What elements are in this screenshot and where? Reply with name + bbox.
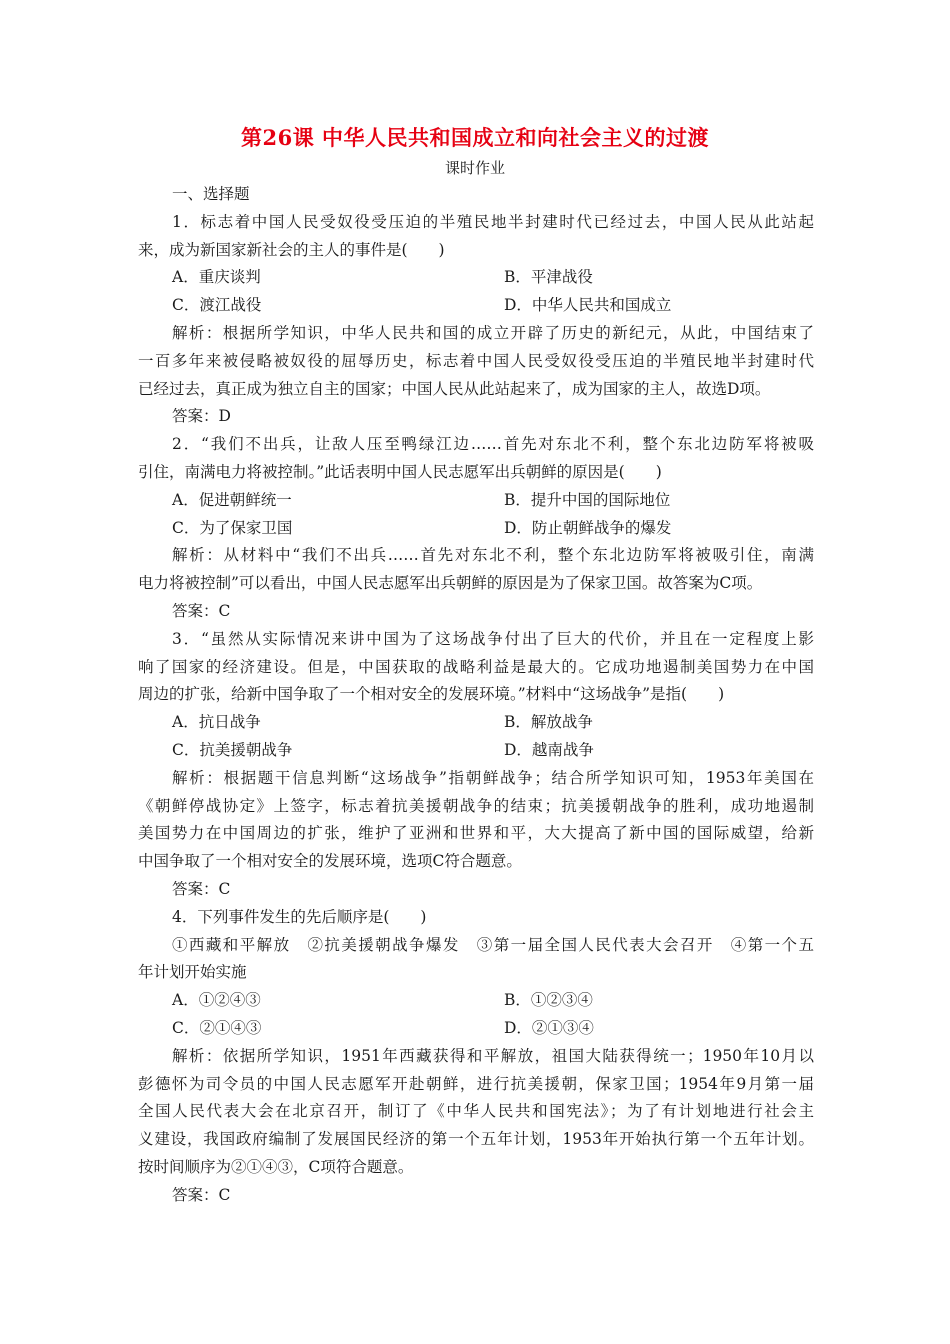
analysis-line: 中国争取了一个相对安全的发展环境，选项C符合题意。 xyxy=(138,852,522,871)
answer-line: 答案：D xyxy=(172,407,231,426)
question-2 xyxy=(138,431,814,626)
lesson-title: 第26课 中华人民共和国成立和向社会主义的过渡 xyxy=(240,125,710,150)
option-a: A．①②④③ xyxy=(172,991,261,1010)
option-c: C．②①④③ xyxy=(172,1018,262,1037)
options-row xyxy=(138,987,814,1015)
analysis-line: 按时间顺序为②①④③，C项符合题意。 xyxy=(138,1157,414,1176)
question-3 xyxy=(138,626,814,904)
analysis-line: 解析：依据所学知识，1951年西藏获得和平解放，祖国大陆获得统一；1950年10月以 xyxy=(172,1046,814,1065)
options-row xyxy=(138,487,814,515)
analysis-line: 美国势力在中国周边的扩张，维护了亚洲和世界和平，大大提高了新中国的国际威望，给新 xyxy=(138,824,814,843)
analysis-line: 一百多年来被侵略被奴役的屈辱历史，标志着中国人民受奴役受压迫的半殖民地半封建时代 xyxy=(138,351,814,370)
option-b: B．解放战争 xyxy=(504,713,593,732)
question-stem-line: 周边的扩张，给新中国争取了一个相对安全的发展环境。”材料中“这场战争”是指( ) xyxy=(138,685,725,704)
question-stem-line: 响了国家的经济建设。但是，中国获取的战略利益是最大的。它成功地遏制美国势力在中国 xyxy=(138,657,814,676)
option-d: D．越南战争 xyxy=(504,740,594,759)
answer-line: 答案：C xyxy=(172,601,231,620)
options-row xyxy=(138,737,814,765)
options-row xyxy=(138,292,814,320)
analysis-line: 解析：根据题干信息判断“这场战争”指朝鲜战争；结合所学知识可知，1953年美国在 xyxy=(172,768,814,787)
option-c: C．抗美援朝战争 xyxy=(172,740,293,759)
option-d: D．中华人民共和国成立 xyxy=(504,296,672,315)
option-b: B．①②③④ xyxy=(504,991,593,1010)
section-heading: 一、选择题 xyxy=(172,185,250,203)
lesson-subtitle: 课时作业 xyxy=(444,159,505,177)
option-a: A．抗日战争 xyxy=(172,713,261,732)
analysis-line: 《朝鲜停战协定》上签字，标志着抗美援朝战争的结束；抗美援朝战争的胜利，成功地遏制 xyxy=(138,796,814,815)
question-stem-line: 3．“虽然从实际情况来讲中国为了这场战争付出了巨大的代价，并且在一定程度上影 xyxy=(172,629,814,648)
analysis-line: 解析：从材料中“我们不出兵……首先对东北不利，整个东北边防军将被吸引住，南满 xyxy=(172,546,814,565)
analysis-line: 彭德怀为司令员的中国人民志愿军开赴朝鲜，进行抗美援朝，保家卫国；1954年9月第一届 xyxy=(138,1074,814,1093)
question-1 xyxy=(138,209,814,431)
question-stem-line: 引住，南满电力将被控制。”此话表明中国人民志愿军出兵朝鲜的原因是( ) xyxy=(138,462,662,481)
question-stem-line: 4．下列事件发生的先后顺序是( ) xyxy=(172,907,427,926)
question-stem-line: 年计划开始实施 xyxy=(138,963,247,982)
option-c: C．为了保家卫国 xyxy=(172,518,293,537)
question-stem-line: 1．标志着中国人民受奴役受压迫的半殖民地半封建时代已经过去，中国人民从此站起 xyxy=(172,212,814,231)
option-a: A．重庆谈判 xyxy=(172,268,261,287)
option-a: A．促进朝鲜统一 xyxy=(172,490,292,509)
option-d: D．②①③④ xyxy=(504,1018,594,1037)
option-c: C．渡江战役 xyxy=(172,296,262,315)
exercise-content xyxy=(138,181,814,1209)
option-b: B．平津战役 xyxy=(504,268,593,287)
answer-line: 答案：C xyxy=(172,1185,231,1204)
analysis-line: 电力将被控制”可以看出，中国人民志愿军出兵朝鲜的原因是为了保家卫国。故答案为C项。 xyxy=(138,574,763,593)
analysis-line: 解析：根据所学知识，中华人民共和国的成立开辟了历史的新纪元，从此，中国结束了 xyxy=(172,323,814,342)
option-b: B．提升中国的国际地位 xyxy=(504,490,671,509)
options-row xyxy=(138,515,814,543)
question-stem-line: 2．“我们不出兵，让敌人压至鸭绿江边……首先对东北不利，整个东北边防军将被吸 xyxy=(172,435,814,454)
question-stem-line: ①西藏和平解放 ②抗美援朝战争爆发 ③第一届全国人民代表大会召开 ④第一个五 xyxy=(172,935,814,954)
analysis-line: 义建设，我国政府编制了发展国民经济的第一个五年计划，1953年开始执行第一个五年计划。 xyxy=(138,1130,814,1149)
options-row xyxy=(138,709,814,737)
analysis-line: 全国人民代表大会在北京召开，制订了《中华人民共和国宪法》；为了有计划地进行社会主 xyxy=(138,1102,814,1121)
question-stem-line: 来，成为新国家新社会的主人的事件是( ) xyxy=(138,240,445,259)
options-row xyxy=(138,264,814,292)
option-d: D．防止朝鲜战争的爆发 xyxy=(504,518,672,537)
question-4 xyxy=(138,904,814,1210)
options-row xyxy=(138,1015,814,1043)
analysis-line: 已经过去，真正成为独立自主的国家；中国人民从此站起来了，成为国家的主人，故选D项。 xyxy=(138,379,771,398)
answer-line: 答案：C xyxy=(172,879,231,898)
